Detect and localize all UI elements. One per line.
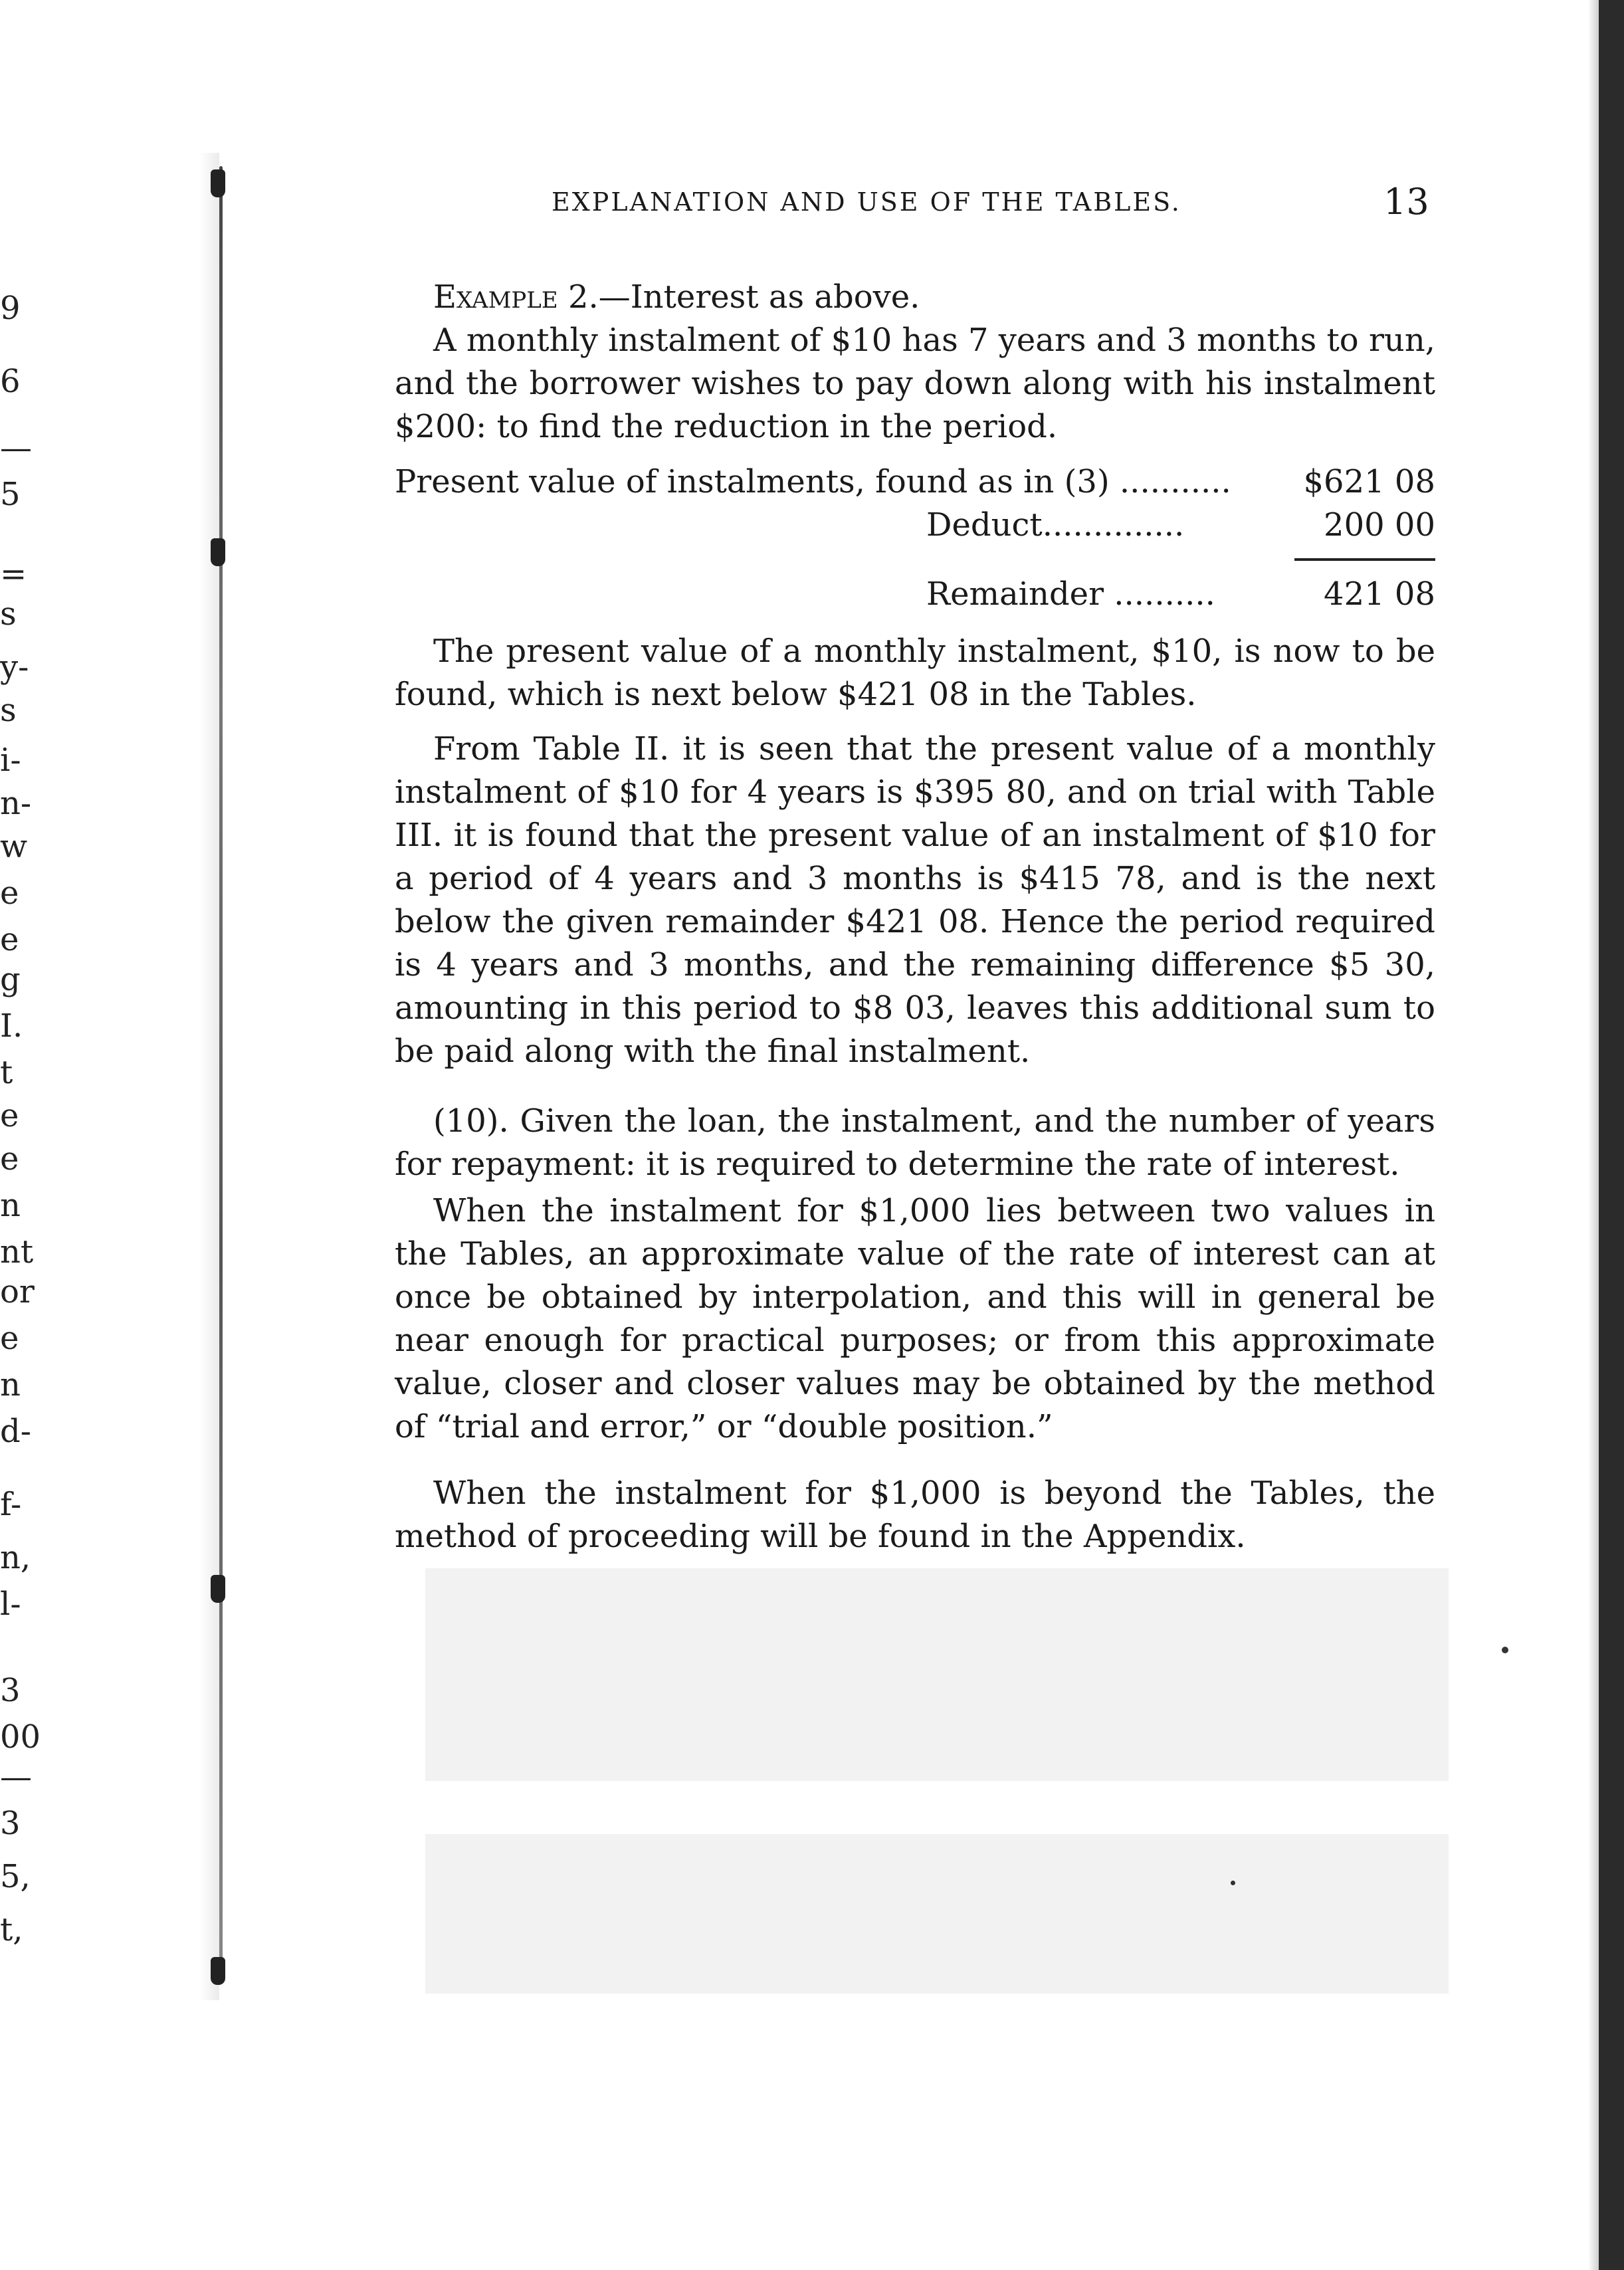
facing-page-fragment: = [0, 556, 27, 593]
calc-present-value: $621 08 [1303, 463, 1435, 500]
paragraph-interpolation: When the instalment for $1,000 lies between two values in the Tables, an approximate value of the rate of interest can at once be obtained by interpolation, and this will in general be near enough for practical purposes; or from this approximate value, closer and closer values may be obtained by the method of “trial and error,” or “double position.” [395, 1192, 1435, 1445]
show-through-text [425, 1834, 1449, 1994]
facing-page-fragment: d- [0, 1413, 31, 1450]
calc-remainder-label: Remainder .......... [926, 575, 1215, 613]
facing-page-fragment: f- [0, 1486, 22, 1523]
facing-page-fragment: — [0, 1758, 32, 1796]
facing-page-fragment: s [0, 595, 17, 633]
facing-page-fragment: nt [0, 1233, 34, 1271]
facing-page-fragment: n- [0, 785, 32, 822]
paragraph-section-10: (10). Given the loan, the instalment, and the number of years for repayment: it is required to determine the rate of interest. [395, 1102, 1435, 1183]
facing-page-fragment: w [0, 828, 28, 865]
facing-page-fragment: n [0, 1187, 21, 1224]
facing-page-fragment: 5, [0, 1858, 31, 1895]
facing-page-fragment: e [0, 1097, 19, 1134]
facing-page-fragment: 5 [0, 476, 21, 513]
facing-page-fragment: 3 [0, 1805, 21, 1842]
calc-present-value-label: Present value of instalments, found as in (3) ........... [395, 463, 1231, 500]
running-header: EXPLANATION AND USE OF THE TABLES. [552, 187, 1181, 217]
facing-page-fragment: e [0, 921, 19, 958]
facing-page-fragment: or [0, 1273, 35, 1310]
binding-stitch [211, 538, 225, 566]
binding-stitch [211, 1957, 225, 1985]
facing-page-fragment: t, [0, 1911, 23, 1948]
paragraph-present-value: The present value of a monthly instalment, $10, is now to be found, which is next below $421 08 in the Tables. [395, 633, 1435, 713]
calc-deduct: 200 00 [1324, 506, 1435, 544]
show-through-table [425, 1568, 1449, 1781]
example-heading [395, 276, 1435, 319]
example-intro: 2.—Interest as above. [558, 278, 920, 316]
facing-page-fragment: n [0, 1366, 21, 1403]
facing-page-fragment: n, [0, 1539, 31, 1576]
page-edge-shadow [1588, 0, 1599, 2270]
paragraph-table-trial: From Table II. it is seen that the present value of a monthly instalment of $10 for 4 years is $395 80, and on trial with Table III. it is found that the present value of an instalment of $10 for a period of 4 years and 3 months is $415 78, and is the next below the given remainder $421 08. Hence the period required is 4 years and 3 months, and the remaining difference $5 30, amounting in this period to $8 03, leaves this additional sum to be paid along with the final instalment. [395, 730, 1435, 1070]
ink-speck [1502, 1647, 1508, 1653]
facing-page-fragment: y- [0, 649, 29, 686]
gutter-binding-line [219, 166, 223, 1974]
page-number: 13 [1383, 181, 1429, 223]
gutter-shadow [199, 153, 219, 2000]
binding-stitch [211, 169, 225, 197]
facing-page-fragment: t [0, 1054, 13, 1091]
facing-page-fragment: g [0, 961, 21, 998]
paragraph-problem: A monthly instalment of $10 has 7 years and 3 months to run, and the borrower wishes to pay down along with his instalment $200: to find the reduction in the period. [395, 322, 1435, 445]
example-label: Example [433, 278, 558, 316]
binding-stitch [211, 1575, 225, 1603]
facing-page-fragment: s [0, 692, 17, 729]
facing-page-fragment: e [0, 875, 19, 912]
page-right-border [1599, 0, 1624, 2270]
facing-page-fragment: I. [0, 1007, 23, 1045]
facing-page-fragment: 6 [0, 363, 21, 400]
sum-rule [1294, 558, 1435, 561]
facing-page-fragment: 00 [0, 1718, 41, 1756]
facing-page-fragment: l- [0, 1586, 21, 1623]
facing-page-fragment: 3 [0, 1672, 21, 1709]
calc-remainder: 421 08 [1324, 575, 1435, 613]
calc-deduct-label: Deduct.............. [926, 506, 1185, 544]
paragraph-appendix: When the instalment for $1,000 is beyond the Tables, the method of proceeding will be found in the Appendix. [395, 1475, 1435, 1555]
facing-page-fragment: 9 [0, 290, 21, 327]
facing-page-fragment: e [0, 1140, 19, 1178]
facing-page-fragment: i- [0, 742, 21, 779]
facing-page-fragment: e [0, 1320, 19, 1357]
facing-page-fragment: — [0, 429, 32, 466]
